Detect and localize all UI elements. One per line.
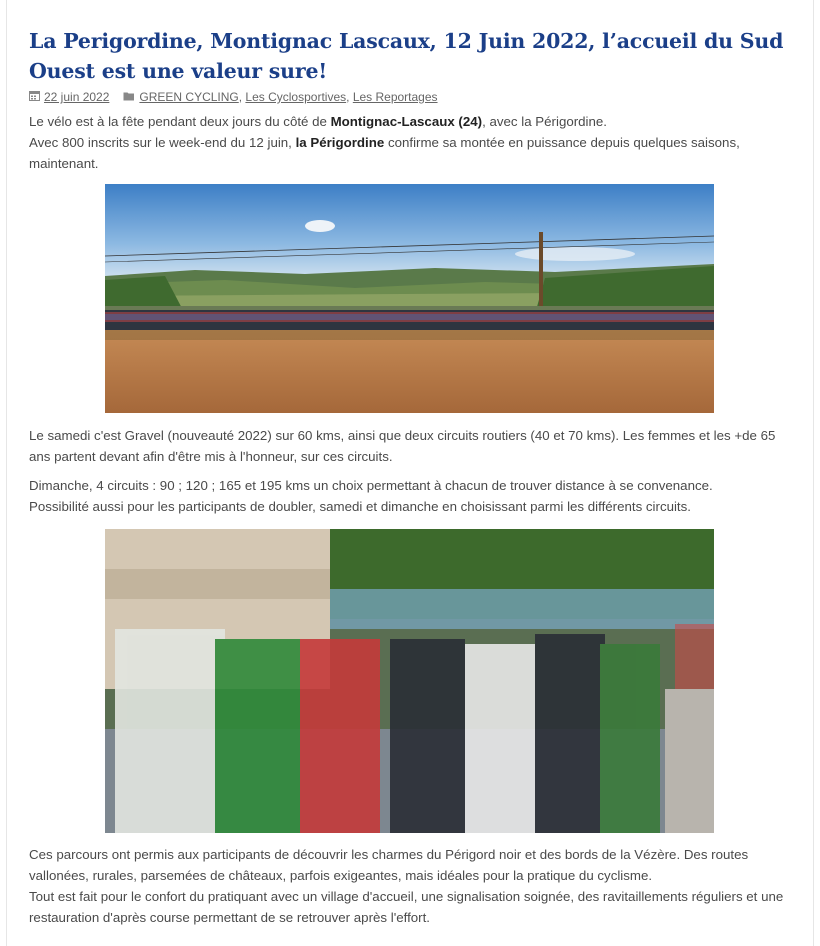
folder-icon (123, 89, 135, 105)
calendar-icon (29, 89, 40, 105)
category-list (139, 89, 437, 105)
category-link-cyclosportives[interactable]: Les Cyclosportives (245, 90, 347, 104)
event-name-bold: la Périgordine (295, 135, 385, 150)
category-separator: , (346, 90, 353, 104)
article (29, 26, 794, 928)
category-link-green-cycling[interactable]: GREEN CYCLING (139, 90, 239, 104)
location-bold: Montignac-Lascaux (24) (330, 114, 483, 129)
photo-peloton-countryside (105, 184, 714, 413)
post-meta (29, 89, 794, 105)
post-date-link[interactable]: 22 juin 2022 (44, 90, 110, 104)
article-title: La Perigordine, Montignac Lascaux, 12 Juin 2022, l’accueil du Sud Ouest est une valeur sure! (29, 29, 784, 83)
category-separator: , (238, 90, 246, 104)
intro-paragraph: Le vélo est à la fête pendant deux jours du côté de Montignac-Lascaux (24), avec la Périgordine. Avec 800 inscrits sur le week-end du 12 juin, la Périgordine confirme sa montée en puissance depuis quelques saisons, maintenant. (29, 114, 740, 171)
gravel-paragraph: Le samedi c'est Gravel (nouveauté 2022) sur 60 kms, ainsi que deux circuits routiers (40 et 70 kms). Les femmes et les +de 65 ans partent devant afin d'être mis à l'honneur, sur ces circuits. (29, 428, 776, 464)
category-link-reportages[interactable]: Les Reportages (352, 90, 438, 104)
sunday-paragraph: Dimanche, 4 circuits : 90 ; 120 ; 165 et 195 kms un choix permettant à chacun de trouver distance à se convenance. Possibilité aussi pour les participants de doubler, samedi et dimanche en choisissant parmi les différents circuits. (29, 478, 713, 514)
routes-paragraph: Ces parcours ont permis aux participants de découvrir les charmes du Périgord noir et des bords de la Vézère. Des routes vallonées, rurales, parsemées de châteaux, parfois exigeantes, mais idéales pour la pratique du cyclisme. Tout est fait pour le confort du pratiquant avec un village d'accueil, une signalisation soignée, des ravitaillements réguliers et une restauration d'après course permettant de se retrouver après l'effort. (29, 847, 784, 925)
photo-riders-village-start (105, 529, 714, 833)
